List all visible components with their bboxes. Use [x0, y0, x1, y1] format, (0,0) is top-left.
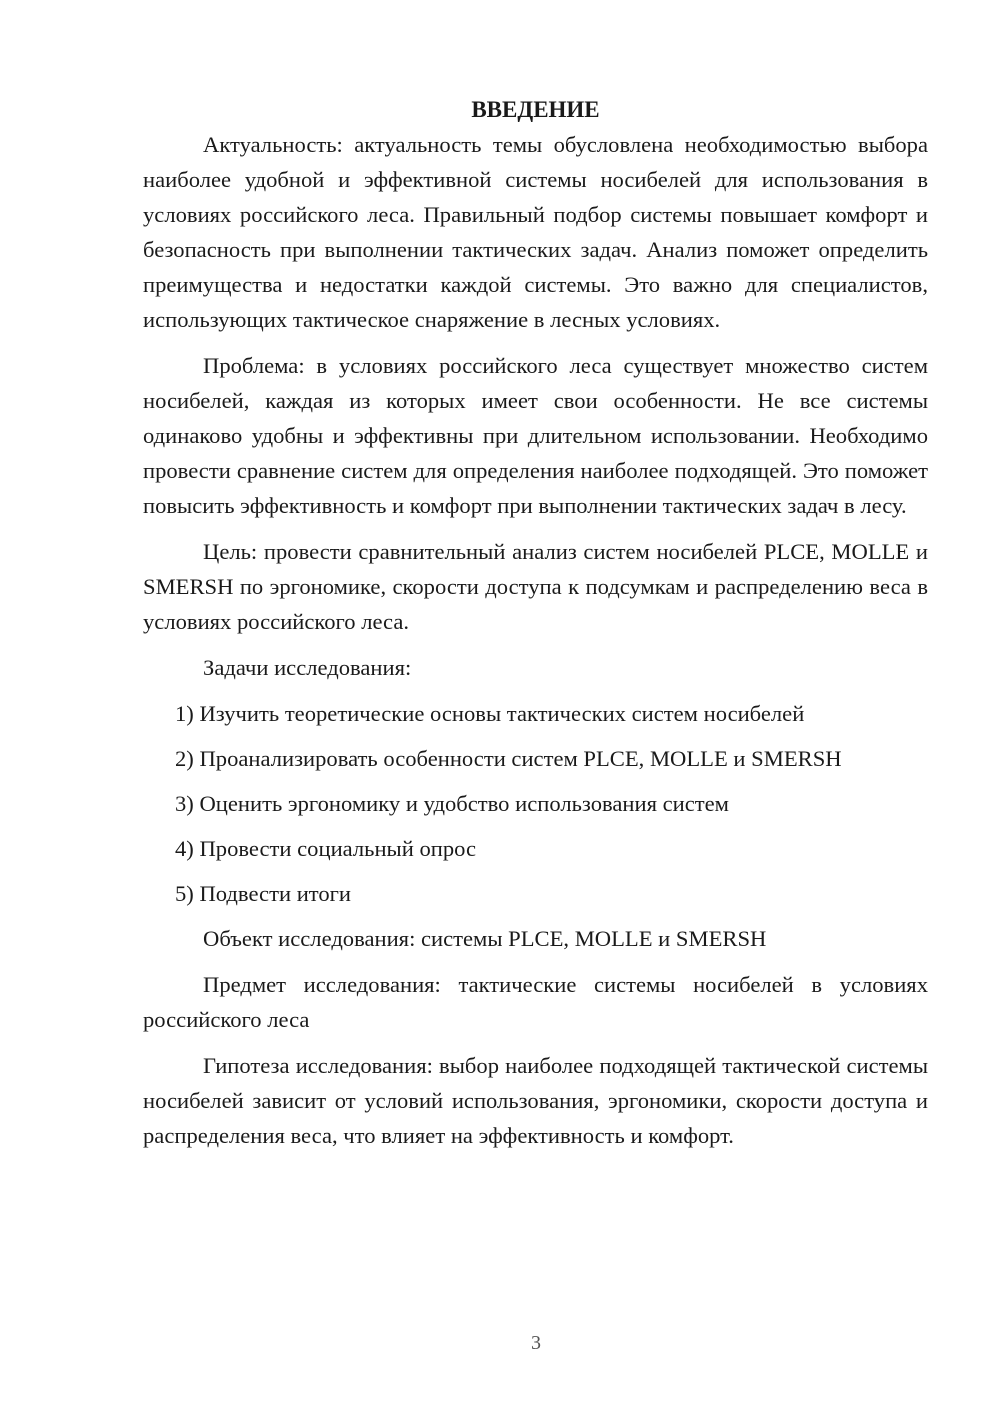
paragraph-subject: Предмет исследования: тактические системы носибелей в условиях российского леса: [143, 972, 928, 1032]
list-item: 4) Провести социальный опрос: [175, 836, 477, 861]
paragraph-relevance: Актуальность: актуальность темы обусловлена необходимостью выбора наиболее удобной и эффективной системы носибелей для использования в условиях российского леса. Правильный подбор системы повышает комфорт и безопасность при выполнении тактических задач. Анализ поможет определить преимущества и недостатки каждой системы. Это важно для специалистов, использующих тактическое снаряжение в лесных условиях.: [143, 132, 928, 332]
tasks-heading: Задачи исследования:: [203, 655, 412, 680]
document-page: [143, 92, 928, 1164]
list-item: 3) Оценить эргономику и удобство использования систем: [175, 791, 729, 816]
list-item: 5) Подвести итоги: [175, 881, 352, 906]
list-item: 2) Проанализировать особенности систем PLCE, MOLLE и SMERSH: [175, 746, 842, 771]
document-title: ВВЕДЕНИЕ: [471, 97, 600, 122]
paragraph-object: Объект исследования: системы PLCE, MOLLE и SMERSH: [203, 926, 767, 951]
paragraph-problem: Проблема: в условиях российского леса существует множество систем носибелей, каждая из которых имеет свои особенности. Не все системы одинаково удобны и эффективны при длительном использовании. Необходимо провести сравнение систем для определения наиболее подходящей. Это поможет повысить эффективность и комфорт при выполнении тактических задач в лесу.: [143, 353, 928, 518]
paragraph-goal: Цель: провести сравнительный анализ систем носибелей PLCE, MOLLE и SMERSH по эргономике, скорости доступа к подсумкам и распределению веса в условиях российского леса.: [143, 539, 928, 634]
list-item: 1) Изучить теоретические основы тактических систем носибелей: [175, 701, 805, 726]
tasks-list: [143, 696, 928, 911]
paragraph-hypothesis: Гипотеза исследования: выбор наиболее подходящей тактической системы носибелей зависит от условий использования, эргономики, скорости доступа и распределения веса, что влияет на эффективность и комфорт.: [143, 1053, 928, 1148]
page-number: 3: [531, 1332, 541, 1354]
